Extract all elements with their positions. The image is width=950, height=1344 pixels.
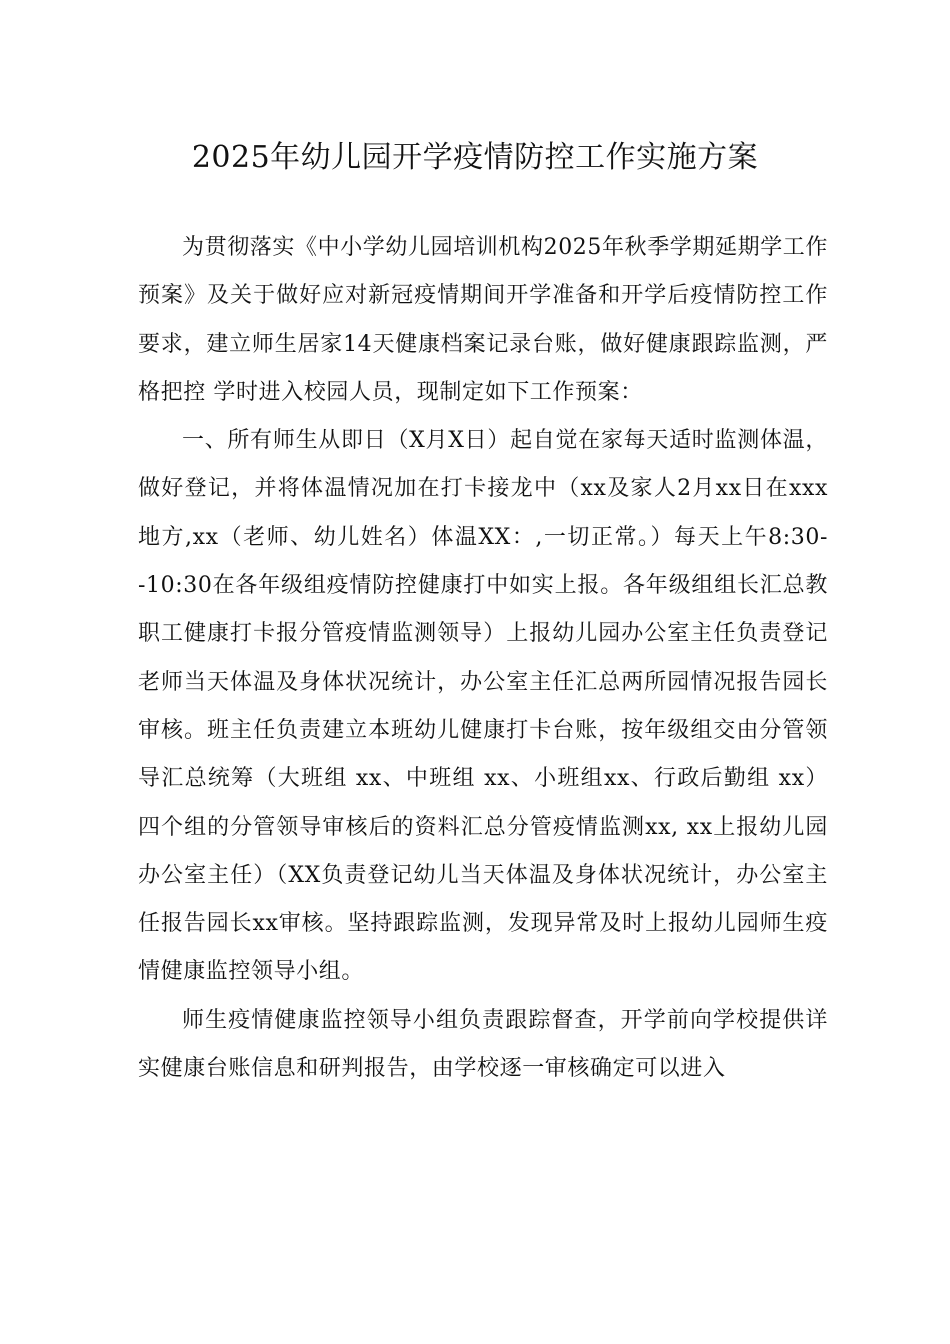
document-body [138,224,828,1093]
paragraph-leadership-group: 师生疫情健康监控领导小组负责跟踪督查，开学前向学校提供详实健康台账信息和研判报告，由学校逐一审核确定可以进入 [138,1007,828,1082]
document-title: 2025年幼儿园开学疫情防控工作实施方案 [191,140,759,175]
paragraph-section-one: 一、所有师生从即日（X月X日）起自觉在家每天适时监测体温，做好登记，并将体温情况加在打卡接龙中（xx及家人2月xx日在xxx地方,xx（老师、幼儿姓名）体温XX：,一切正常。）每天上午8:30--10:30在各年级组疫情防控健康打中如实上报。各年级组组长汇总教职工健康打卡报分管疫情监测领导）上报幼儿园办公室主任负责登记老师当天体温及身体状况统计，办公室主任汇总两所园情况报告园长审核。班主任负责建立本班幼儿健康打卡台账，按年级组交由分管领导汇总统筹（大班组 xx、中班组 xx、小班组xx、行政后勤组 xx）四个组的分管领导审核后的资料汇总分管疫情监测xx, xx上报幼儿园办公室主任）（XX负责登记幼儿当天体温及身体状况统计，办公室主任报告园长xx审核。坚持跟踪监测，发现异常及时上报幼儿园师生疫情健康监控领导小组。 [138,428,828,985]
paragraph-preamble: 为贯彻落实《中小学幼儿园培训机构2025年秋季学期延期学工作预案》及关于做好应对新冠疫情期间开学准备和开学后疫情防控工作要求，建立师生居家14天健康档案记录台账，做好健康跟踪监测，严格把控 学时进入校园人员，现制定如下工作预案： [138,235,828,405]
